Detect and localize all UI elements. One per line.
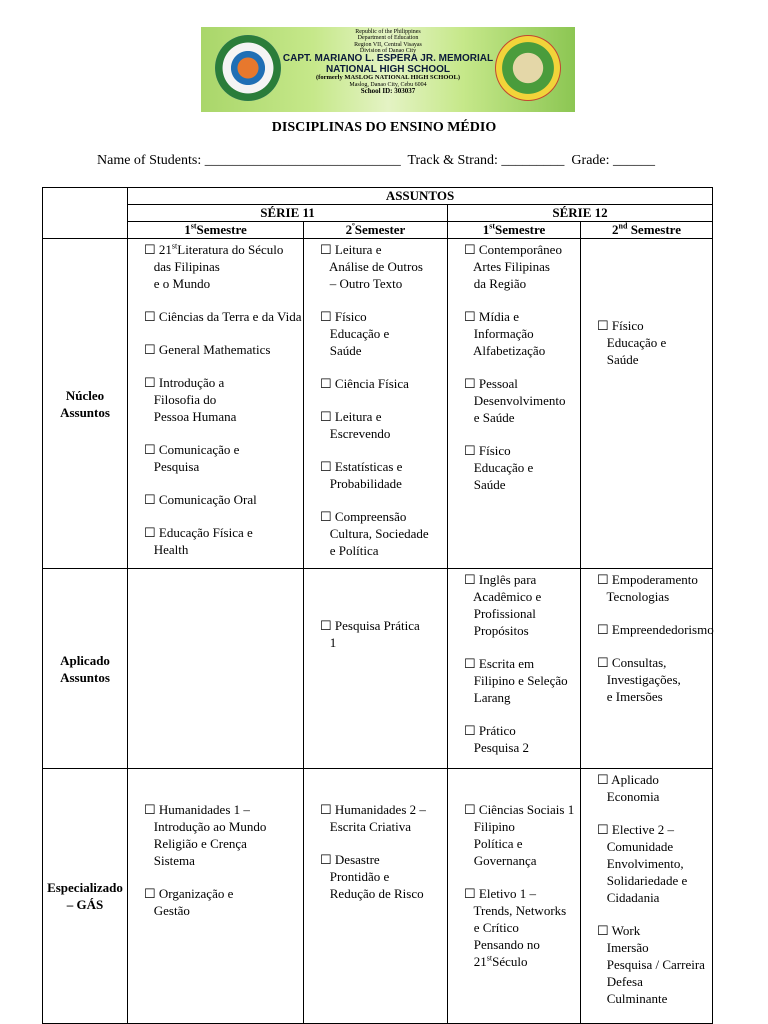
subject-list <box>128 769 303 919</box>
row-label-aplicado: Aplicado Assuntos <box>43 569 128 769</box>
subject-line: Governança <box>464 853 537 868</box>
semester-header <box>581 222 713 239</box>
subject-item <box>597 621 712 638</box>
subject-item <box>144 308 303 325</box>
subject-line: Probabilidade <box>320 476 402 491</box>
former-school-name: (formerly MASLOG NATIONAL HIGH SCHOOL) <box>316 74 460 82</box>
subject-list <box>448 569 580 756</box>
student-info-line: Name of Students: ____________________________ Track & Strand: _________ Grade: ______ <box>97 153 656 168</box>
subject-item <box>144 491 303 508</box>
subject-list <box>581 769 712 1007</box>
subject-line: Filosofia do <box>144 392 217 407</box>
subject-item <box>320 508 447 559</box>
subject-item <box>464 801 580 869</box>
especializado-11-sem1-cell <box>128 769 304 1024</box>
aplicado-11-sem1-cell <box>128 569 304 769</box>
subject-line: ☐ Compreensão <box>320 509 407 524</box>
subject-item <box>597 771 712 805</box>
subject-item <box>464 442 580 493</box>
item-spacer <box>320 392 447 408</box>
subject-line: Larang <box>464 690 511 705</box>
subject-line: Pensando no <box>464 937 540 952</box>
subject-line: Tecnologias <box>597 589 670 604</box>
item-spacer <box>464 706 580 722</box>
subject-item <box>144 524 303 558</box>
item-spacer <box>320 359 447 375</box>
subject-list <box>581 239 712 368</box>
subject-line: Prontidão e <box>320 869 390 884</box>
subject-item <box>144 374 303 425</box>
school-name-line-1: CAPT. MARIANO L. ESPERA JR. MEMORIAL <box>282 53 494 65</box>
subject-line: ☐ Físico <box>464 443 511 458</box>
especializado-12-sem1-cell <box>448 769 581 1024</box>
subject-line: ☐ Físico <box>320 309 367 324</box>
subject-line: ☐ Mídia e <box>464 309 519 324</box>
subject-item <box>144 241 303 292</box>
subject-line: Educação e <box>597 335 667 350</box>
subject-item <box>464 885 580 970</box>
nucleo-11-sem1-cell <box>128 239 304 569</box>
school-header-banner <box>201 27 575 112</box>
subject-line: ☐ Comunicação Oral <box>144 492 257 507</box>
subject-line: ☐ Empreendedorismo <box>597 622 714 637</box>
item-spacer <box>320 492 447 508</box>
item-spacer <box>597 906 712 922</box>
item-spacer <box>144 508 303 524</box>
subject-line: ☐ Pessoal <box>464 376 518 391</box>
item-spacer <box>320 442 447 458</box>
subject-line: Introdução ao Mundo <box>144 819 267 834</box>
subject-line: e Imersões <box>597 689 663 704</box>
subject-line: ☐ Comunicação e <box>144 442 240 457</box>
subject-line: Sistema <box>144 853 195 868</box>
subject-line: e Saúde <box>464 410 515 425</box>
page-title: DISCIPLINAS DO ENSINO MÉDIO <box>271 120 497 135</box>
school-address: Maslog, Danao City, Cebu 6004 <box>349 82 427 88</box>
banner-line-1: Republic of the Philippines <box>355 29 421 35</box>
item-spacer <box>144 358 303 374</box>
subject-item <box>464 375 580 426</box>
subject-line: Alfabetização <box>464 343 546 358</box>
subject-line: 21stSéculo <box>464 953 528 969</box>
nucleo-11-sem2-cell <box>304 239 448 569</box>
subject-line: Informação <box>464 326 534 341</box>
school-id: School ID: 303037 <box>360 87 416 96</box>
subject-line: ☐ Humanidades 1 – <box>144 802 250 817</box>
subject-line: ☐ Pesquisa Prática <box>320 618 420 633</box>
semester-header-text: 1stSemestre <box>184 221 247 237</box>
serie-12-header: SÉRIE 12 <box>448 205 713 222</box>
item-spacer <box>464 426 580 442</box>
banner-line-4: Division of Danao City <box>359 47 417 54</box>
subject-line: ☐ Escrita em <box>464 656 535 671</box>
subject-line: Comunidade <box>597 839 674 854</box>
subject-list <box>128 239 303 558</box>
subject-item <box>320 617 447 651</box>
subject-item <box>320 458 447 492</box>
subject-line: Saúde <box>320 343 362 358</box>
item-spacer <box>464 639 580 655</box>
item-spacer <box>144 475 303 491</box>
subject-line: Desenvolvimento <box>464 393 566 408</box>
subject-line: ☐ Educação Física e <box>144 525 253 540</box>
nucleo-12-sem1-cell <box>448 239 581 569</box>
item-spacer <box>464 359 580 375</box>
subject-list <box>304 769 447 902</box>
subject-line: Trends, Networks <box>464 903 567 918</box>
subject-line: ☐ Ciências da Terra e da Vida <box>144 309 302 324</box>
item-spacer <box>320 292 447 308</box>
subject-line: Escrevendo <box>320 426 391 441</box>
subject-item <box>464 571 580 639</box>
subject-line: ☐ Organização e <box>144 886 234 901</box>
subject-line: Escrita Criativa <box>320 819 411 834</box>
aplicado-12-sem1-cell <box>448 569 581 769</box>
subject-line: ☐ 21stLiteratura do Século <box>144 241 284 257</box>
subject-item <box>597 922 712 1007</box>
subject-line: Solidariedade e <box>597 873 688 888</box>
subject-line: Artes Filipinas <box>464 259 550 274</box>
subject-line: e Crítico <box>464 920 519 935</box>
subject-line: Religião e Crença <box>144 836 247 851</box>
subject-line: e o Mundo <box>144 276 211 291</box>
subject-item <box>144 885 303 919</box>
item-spacer <box>464 869 580 885</box>
subject-list <box>304 239 447 559</box>
nucleo-12-sem2-cell <box>581 239 713 569</box>
subject-line: ☐ Leitura e <box>320 242 382 257</box>
subject-item <box>320 241 447 292</box>
school-name-line-2: NATIONAL HIGH SCHOOL <box>325 63 451 75</box>
school-seal-logo-left <box>215 35 281 101</box>
subject-line: Culminante <box>597 991 668 1006</box>
school-seal-logo-right <box>495 35 561 101</box>
item-spacer <box>144 869 303 885</box>
item-spacer <box>597 638 712 654</box>
especializado-11-sem2-cell <box>304 769 448 1024</box>
subject-line: Redução de Risco <box>320 886 424 901</box>
subject-line: ☐ Consultas, <box>597 655 667 670</box>
subject-item <box>597 317 712 368</box>
row-label-nucleo: Núcleo Assuntos <box>43 239 128 569</box>
subject-list <box>448 239 580 493</box>
banner-text <box>281 29 495 96</box>
item-spacer <box>144 292 303 308</box>
subject-line: Política e <box>464 836 523 851</box>
subject-line: ☐ Work <box>597 923 641 938</box>
item-spacer <box>464 292 580 308</box>
subject-line: Pesquisa <box>144 459 200 474</box>
subject-item <box>464 655 580 706</box>
subject-item <box>597 654 712 705</box>
subject-line: Filipino e Seleção <box>464 673 568 688</box>
semester-header <box>304 222 448 239</box>
subject-line: e Política <box>320 543 379 558</box>
item-spacer <box>597 805 712 821</box>
item-spacer <box>320 835 447 851</box>
subject-line: Cultura, Sociedade <box>320 526 429 541</box>
subject-line: Health <box>144 542 189 557</box>
subject-line: Análise de Outros <box>320 259 423 274</box>
subject-line: das Filipinas <box>144 259 220 274</box>
subject-line: ☐ Contemporâneo <box>464 242 562 257</box>
subject-line: – Outro Texto <box>320 276 403 291</box>
subject-item <box>320 308 447 359</box>
subject-line: ☐ General Mathematics <box>144 342 271 357</box>
subject-item <box>597 571 712 605</box>
subject-item <box>144 801 303 869</box>
semester-header-text: 1stSemestre <box>482 221 546 237</box>
subject-line: Saúde <box>464 477 506 492</box>
subject-line: ☐ Humanidades 2 – <box>320 802 426 817</box>
subject-line: Acadêmico e <box>464 589 542 604</box>
subject-line: ☐ Inglês para <box>464 572 537 587</box>
subject-item <box>464 722 580 756</box>
subject-item <box>144 341 303 358</box>
subject-list <box>581 569 712 705</box>
subject-line: Investigações, <box>597 672 681 687</box>
subject-line: ☐ Empoderamento <box>597 572 698 587</box>
serie-11-header: SÉRIE 11 <box>128 205 448 222</box>
subject-line: Educação e <box>464 460 534 475</box>
subject-item <box>464 241 580 292</box>
subject-item <box>320 851 447 902</box>
subject-line: ☐ Estatísticas e <box>320 459 403 474</box>
subject-list <box>448 769 580 970</box>
subject-line: ☐ Aplicado <box>597 772 659 787</box>
subjects-table <box>42 187 713 1024</box>
subject-line: Propósitos <box>464 623 529 638</box>
subject-line: ☐ Desastre <box>320 852 380 867</box>
subject-line: ☐ Leitura e <box>320 409 382 424</box>
subject-line: Economia <box>597 789 660 804</box>
subject-item <box>320 408 447 442</box>
aplicado-11-sem2-cell <box>304 569 448 769</box>
aplicado-12-sem2-cell <box>581 569 713 769</box>
subject-item <box>144 441 303 475</box>
semester-header <box>128 222 304 239</box>
subject-line: Imersão <box>597 940 649 955</box>
subject-item <box>320 375 447 392</box>
banner-line-2: Department of Education <box>357 35 419 42</box>
subject-line: Pesquisa / Carreira <box>597 957 705 972</box>
subject-line: 1 <box>320 635 337 650</box>
subject-line: Envolvimento, <box>597 856 684 871</box>
corner-cell <box>43 188 128 239</box>
subject-line: Saúde <box>597 352 639 367</box>
subject-line: ☐ Ciências Sociais 1 <box>464 802 575 817</box>
subject-line: Defesa <box>597 974 643 989</box>
subject-item <box>320 801 447 835</box>
semester-header-text: 2nd Semestre <box>612 221 681 237</box>
subject-item <box>464 308 580 359</box>
subject-line: ☐ Ciência Física <box>320 376 409 391</box>
subject-line: Filipino <box>464 819 515 834</box>
subject-line: Pessoa Humana <box>144 409 237 424</box>
item-spacer <box>597 605 712 621</box>
subject-line: Gestão <box>144 903 190 918</box>
subject-item <box>597 821 712 906</box>
semester-header <box>448 222 581 239</box>
subject-line: ☐ Prático <box>464 723 516 738</box>
subject-line: Cidadania <box>597 890 660 905</box>
item-spacer <box>144 425 303 441</box>
assuntos-header: ASSUNTOS <box>128 188 713 205</box>
subject-line: da Região <box>464 276 527 291</box>
subject-line: Pesquisa 2 <box>464 740 529 755</box>
subject-list <box>304 569 447 651</box>
subject-line: ☐ Físico <box>597 318 644 333</box>
item-spacer <box>144 325 303 341</box>
subject-line: Educação e <box>320 326 390 341</box>
row-label-especializado: Especializado – GÁS <box>43 769 128 1024</box>
subject-line: ☐ Elective 2 – <box>597 822 674 837</box>
especializado-12-sem2-cell <box>581 769 713 1024</box>
subject-line: ☐ Eletivo 1 – <box>464 886 536 901</box>
semester-header-text: $2^ºSemester$ <box>345 221 406 237</box>
subject-line: Profissional <box>464 606 536 621</box>
subject-line: ☐ Introdução a <box>144 375 225 390</box>
banner-line-3: Region VII, Central Visayas <box>354 41 422 48</box>
